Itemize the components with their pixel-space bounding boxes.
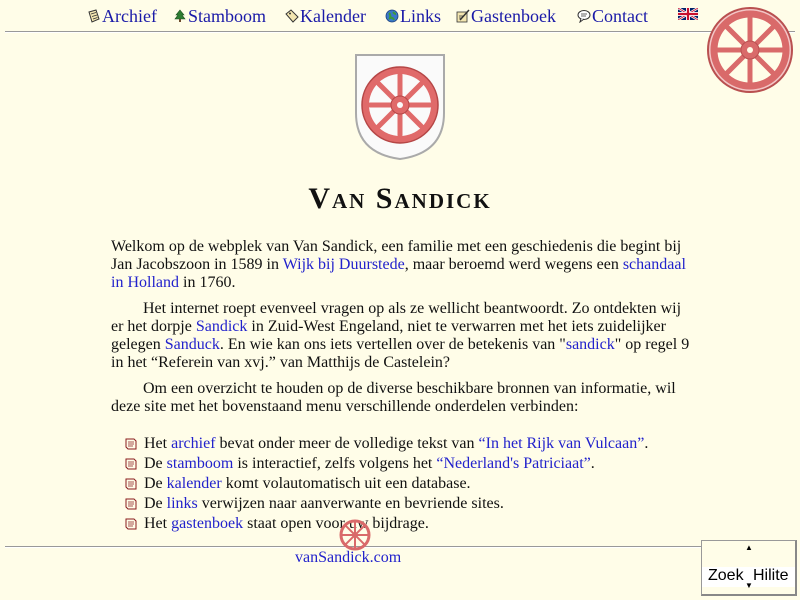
text: bevat onder meer de volledige tekst van: [215, 435, 479, 452]
nav-label-stamboom: Stamboom: [188, 6, 267, 26]
text: Welkom op de webplek van Van Sandick, een familie met een geschiedenis die begint bij Jan Jacobszoon in 1589 in: [111, 238, 682, 273]
text: De: [144, 475, 167, 492]
link-sanduck[interactable]: Sanduck: [164, 336, 220, 353]
text: .: [644, 435, 649, 452]
footer-site-link[interactable]: vanSandick.com: [295, 549, 402, 566]
text: in 1760.: [179, 274, 236, 291]
scroll-bullet-icon: [125, 458, 137, 470]
text: , maar beroemd werd wegens een: [404, 256, 623, 273]
link-wijk-bij-duurstede[interactable]: Wijk bij Duurstede: [282, 256, 405, 273]
top-divider: [5, 31, 795, 33]
text: De: [144, 495, 167, 512]
link-sandick[interactable]: Sandick: [195, 318, 248, 335]
scroll-bullet-icon: [125, 518, 137, 530]
text: in Zuid-West Engeland, niet te verwarren met het iets zuidelijker gelegen: [111, 318, 666, 353]
nav-item-stamboom[interactable]: [173, 6, 266, 27]
link-archief[interactable]: archief: [171, 435, 216, 452]
link-stamboom[interactable]: stamboom: [166, 455, 234, 472]
text: verwijzen naar aanverwante en bevriende sites.: [197, 495, 504, 512]
text: Het: [144, 435, 172, 452]
text: . En wie kan ons iets vertellen over de betekenis van ": [219, 336, 566, 353]
scroll-down-arrow[interactable]: ▼: [745, 581, 753, 590]
intro-paragraph-3: Om een overzicht te houden op de diverse beschikbare bronnen van informatie, wil deze site met het bovenstaand menu verschillende onderdelen verbinden:: [111, 380, 676, 415]
intro-paragraph-1: [111, 238, 691, 292]
link-gastenboek[interactable]: gastenboek: [171, 515, 244, 532]
link-schandaal[interactable]: schandaal in Holland: [111, 256, 686, 291]
list-item: [125, 474, 691, 494]
tree-icon: [173, 9, 187, 23]
nav-item-links[interactable]: [385, 6, 441, 27]
list-item: [125, 514, 691, 534]
calendar-tag-icon: [285, 9, 299, 23]
intro-paragraph-2: [111, 300, 691, 372]
small-wheel-icon: [339, 519, 371, 551]
list-item: [125, 454, 691, 474]
list-item: [125, 494, 691, 514]
nav-label-kalender: Kalender: [300, 6, 366, 26]
nav-label-contact: Contact: [592, 6, 648, 26]
wagon-wheel-icon: [705, 5, 795, 95]
nav-item-contact[interactable]: [577, 6, 648, 27]
text: is interactief, zelfs volgens het: [233, 455, 437, 472]
nav-item-gastenboek[interactable]: [456, 6, 556, 27]
speech-bubble-icon: [577, 9, 591, 23]
link-kalender[interactable]: kalender: [166, 475, 222, 492]
main-content: [111, 238, 691, 534]
text: " op regel 9 in het “Referein van xvj.” van Matthijs de Castelein?: [111, 336, 690, 371]
scroll-icon: [87, 9, 101, 23]
search-panel: [701, 540, 797, 596]
link-sandick-word[interactable]: sandick: [565, 336, 615, 353]
nav-item-archief[interactable]: [87, 6, 157, 27]
text: Het internet roept evenveel vragen op als ze wellicht beantwoordt. Zo ontdekten wij er het dorpje: [111, 300, 682, 335]
scroll-up-arrow[interactable]: ▲: [745, 543, 753, 552]
zoek-button[interactable]: Zoek: [708, 567, 744, 584]
text: Het: [144, 515, 172, 532]
globe-icon: [385, 9, 399, 23]
text: De: [144, 455, 167, 472]
page-title: Van Sandick: [308, 182, 492, 215]
list-item: [125, 434, 691, 454]
text: staat open voor uw bijdrage.: [243, 515, 429, 532]
scroll-bullet-icon: [125, 478, 137, 490]
text: .: [590, 455, 595, 472]
text: komt volautomatisch uit een database.: [221, 475, 471, 492]
nav-label-archief: Archief: [102, 6, 157, 26]
nav-label-links: Links: [400, 6, 442, 26]
uk-flag-icon[interactable]: [678, 8, 698, 20]
link-rijk-van-vulcaan[interactable]: “In het Rijk van Vulcaan”: [478, 435, 645, 452]
family-crest-shield: [354, 53, 446, 161]
link-links[interactable]: links: [166, 495, 198, 512]
scroll-bullet-icon: [125, 438, 137, 450]
link-nederlands-patriciaat[interactable]: “Nederland's Patriciaat”: [436, 455, 591, 472]
nav-label-gastenboek: Gastenboek: [471, 6, 556, 26]
hilite-button[interactable]: Hilite: [753, 567, 789, 584]
sections-list: [111, 434, 691, 534]
nav-item-kalender[interactable]: [285, 6, 366, 27]
scroll-bullet-icon: [125, 498, 137, 510]
quill-icon: [456, 9, 470, 23]
